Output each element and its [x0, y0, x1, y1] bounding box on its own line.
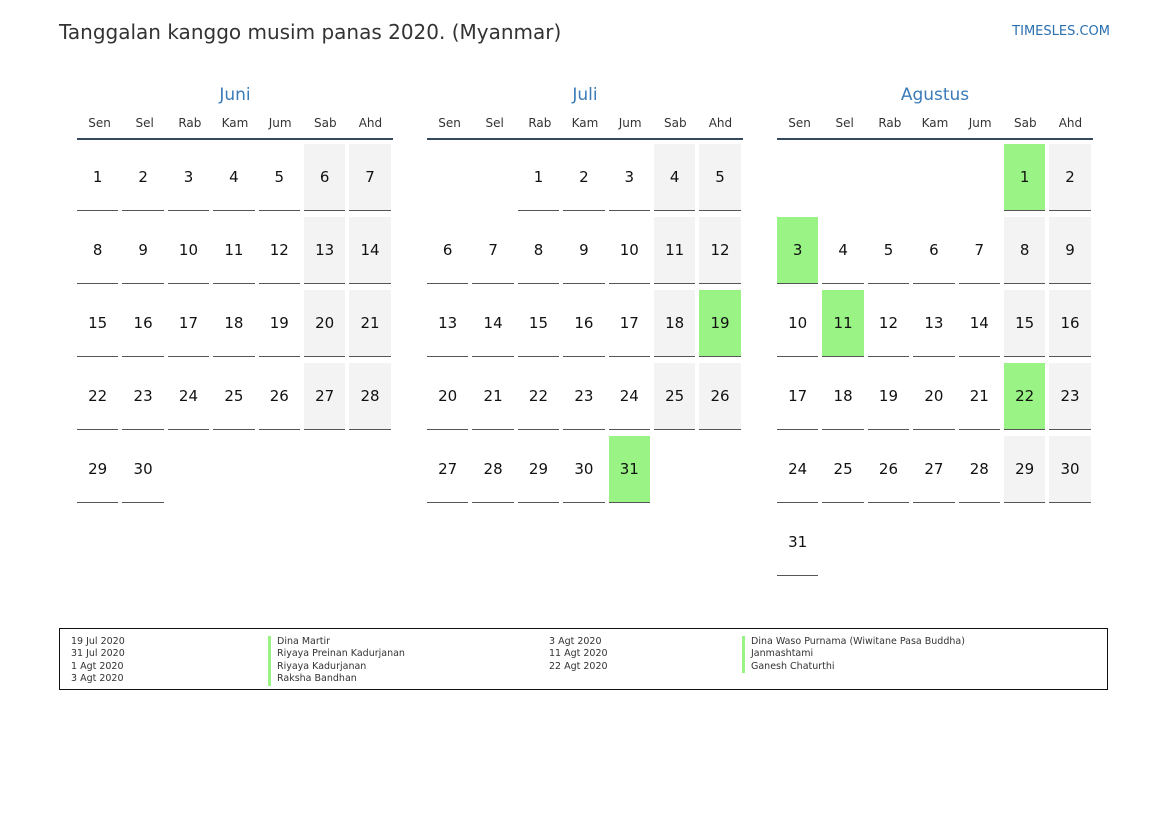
day-cell[interactable]: 31	[777, 509, 818, 576]
day-cell[interactable]: 7	[472, 217, 513, 284]
month-name: Juli	[572, 85, 598, 105]
day-grid	[427, 144, 743, 503]
weekday-label: Sen	[88, 116, 111, 130]
day-cell[interactable]: 23	[1049, 363, 1090, 430]
day-cell[interactable]: 29	[1004, 436, 1045, 503]
day-cell[interactable]: 23	[563, 363, 604, 430]
weekday-label: Sel	[835, 116, 854, 130]
day-cell[interactable]: 25	[654, 363, 695, 430]
day-cell[interactable]: 19	[259, 290, 300, 357]
empty-cell	[777, 144, 818, 211]
day-cell[interactable]: 8	[1004, 217, 1045, 284]
day-cell[interactable]: 6	[913, 217, 954, 284]
day-cell[interactable]: 25	[822, 436, 863, 503]
weekday-label: Kam	[221, 116, 249, 130]
day-cell[interactable]: 4	[654, 144, 695, 211]
day-cell[interactable]: 27	[427, 436, 468, 503]
legend-date: 19 Jul 2020	[71, 636, 125, 647]
empty-cell	[822, 144, 863, 211]
day-cell[interactable]: 2	[563, 144, 604, 211]
day-cell[interactable]: 19	[868, 363, 909, 430]
day-cell[interactable]: 5	[868, 217, 909, 284]
day-cell[interactable]: 10	[609, 217, 650, 284]
day-cell[interactable]: 17	[168, 290, 209, 357]
month-name: Juni	[219, 85, 251, 105]
day-cell[interactable]: 30	[122, 436, 163, 503]
day-cell[interactable]: 16	[1049, 290, 1090, 357]
legend-date: 1 Agt 2020	[71, 660, 124, 672]
legend-left-dates	[71, 636, 125, 686]
day-cell[interactable]: 21	[349, 290, 390, 357]
month-juli	[427, 84, 743, 503]
day-cell[interactable]: 13	[913, 290, 954, 357]
day-cell[interactable]: 21	[472, 363, 513, 430]
day-cell[interactable]: 28	[349, 363, 390, 430]
month-juni	[77, 84, 393, 503]
day-cell[interactable]: 10	[777, 290, 818, 357]
day-cell[interactable]: 1	[77, 144, 118, 211]
day-cell[interactable]: 20	[304, 290, 345, 357]
legend-holiday-name: Riyaya Kadurjanan	[268, 661, 405, 673]
day-cell[interactable]: 12	[259, 217, 300, 284]
weekday-label: Sen	[788, 116, 811, 130]
day-cell[interactable]: 24	[777, 436, 818, 503]
day-cell[interactable]: 9	[563, 217, 604, 284]
day-cell[interactable]: 7	[349, 144, 390, 211]
day-cell[interactable]: 2	[1049, 144, 1090, 211]
day-cell[interactable]: 22	[77, 363, 118, 430]
day-cell[interactable]: 3	[609, 144, 650, 211]
brand-link[interactable]: TIMESLES.COM	[1012, 24, 1110, 39]
day-cell[interactable]: 3	[168, 144, 209, 211]
day-cell[interactable]: 9	[122, 217, 163, 284]
day-cell[interactable]: 14	[959, 290, 1000, 357]
weekday-label: Ahd	[708, 116, 733, 130]
day-cell[interactable]: 14	[349, 217, 390, 284]
day-cell[interactable]: 13	[304, 217, 345, 284]
day-cell[interactable]: 12	[868, 290, 909, 357]
day-cell[interactable]: 24	[609, 363, 650, 430]
weekday-label: Sel	[135, 116, 154, 130]
day-cell[interactable]: 21	[959, 363, 1000, 430]
weekday-label: Sab	[1013, 116, 1037, 130]
month-name: Agustus	[900, 85, 970, 105]
day-cell[interactable]: 4	[213, 144, 254, 211]
weekday-label: Kam	[571, 116, 599, 130]
day-grid	[777, 144, 1093, 576]
weekday-label: Jum	[618, 116, 642, 130]
day-cell[interactable]: 29	[77, 436, 118, 503]
day-cell[interactable]: 17	[609, 290, 650, 357]
legend-right-dates	[549, 636, 608, 673]
day-cell[interactable]: 8	[518, 217, 559, 284]
weekday-label: Sen	[438, 116, 461, 130]
day-cell[interactable]: 28	[472, 436, 513, 503]
empty-cell	[427, 144, 468, 211]
empty-cell	[868, 144, 909, 211]
day-cell[interactable]: 26	[868, 436, 909, 503]
day-cell[interactable]: 18	[822, 363, 863, 430]
legend-left-names	[268, 636, 405, 686]
empty-cell	[913, 144, 954, 211]
holiday-legend	[59, 628, 1108, 690]
legend-date: 3 Agt 2020	[549, 636, 602, 647]
empty-cell	[959, 144, 1000, 211]
day-cell[interactable]: 6	[304, 144, 345, 211]
weekday-label: Sab	[663, 116, 687, 130]
day-cell[interactable]: 27	[913, 436, 954, 503]
day-cell[interactable]: 26	[699, 363, 740, 430]
day-cell[interactable]: 26	[259, 363, 300, 430]
day-cell[interactable]: 11	[213, 217, 254, 284]
holiday-day-cell[interactable]: 22	[1004, 363, 1045, 430]
day-cell[interactable]: 5	[259, 144, 300, 211]
day-cell[interactable]: 25	[213, 363, 254, 430]
day-cell[interactable]: 6	[427, 217, 468, 284]
weekday-header	[427, 116, 743, 140]
day-cell[interactable]: 2	[122, 144, 163, 211]
weekday-label: Ahd	[358, 116, 383, 130]
day-cell[interactable]: 1	[518, 144, 559, 211]
page-title: Tanggalan kanggo musim panas 2020. (Myanmar)	[59, 20, 562, 44]
weekday-label: Ahd	[1058, 116, 1083, 130]
legend-holiday-name: Riyaya Preinan Kadurjanan	[268, 648, 405, 660]
day-cell[interactable]: 15	[518, 290, 559, 357]
day-cell[interactable]: 20	[427, 363, 468, 430]
holiday-day-cell[interactable]: 1	[1004, 144, 1045, 211]
day-cell[interactable]: 30	[563, 436, 604, 503]
weekday-header	[777, 116, 1093, 140]
empty-cell	[472, 144, 513, 211]
day-cell[interactable]: 13	[427, 290, 468, 357]
legend-holiday-name: Janmashtami	[742, 648, 965, 660]
weekday-label: Sel	[485, 116, 504, 130]
day-cell[interactable]: 16	[563, 290, 604, 357]
legend-holiday-name: Raksha Bandhan	[268, 673, 405, 685]
legend-date: 3 Agt 2020	[71, 673, 124, 685]
holiday-day-cell[interactable]: 19	[699, 290, 740, 357]
day-cell[interactable]: 15	[1004, 290, 1045, 357]
weekday-label: Sab	[313, 116, 337, 130]
day-cell[interactable]: 20	[913, 363, 954, 430]
day-cell[interactable]: 12	[699, 217, 740, 284]
holiday-day-cell[interactable]: 31	[609, 436, 650, 503]
day-cell[interactable]: 9	[1049, 217, 1090, 284]
day-cell[interactable]: 5	[699, 144, 740, 211]
day-cell[interactable]: 4	[822, 217, 863, 284]
weekday-label: Jum	[268, 116, 292, 130]
day-cell[interactable]: 14	[472, 290, 513, 357]
legend-holiday-name: Dina Martir	[268, 636, 405, 648]
legend-date: 22 Agt 2020	[549, 660, 608, 672]
day-cell[interactable]: 11	[654, 217, 695, 284]
day-cell[interactable]: 28	[959, 436, 1000, 503]
day-cell[interactable]: 18	[654, 290, 695, 357]
legend-holiday-name: Dina Waso Purnama (Wiwitane Pasa Buddha)	[742, 636, 965, 648]
day-cell[interactable]: 18	[213, 290, 254, 357]
weekday-label: Rab	[528, 116, 552, 130]
legend-holiday-name: Ganesh Chaturthi	[742, 661, 965, 673]
weekday-header	[77, 116, 393, 140]
legend-date: 11 Agt 2020	[549, 648, 608, 660]
day-cell[interactable]: 23	[122, 363, 163, 430]
legend-right-names	[742, 636, 965, 673]
holiday-day-cell[interactable]: 3	[777, 217, 818, 284]
day-cell[interactable]: 7	[959, 217, 1000, 284]
holiday-day-cell[interactable]: 11	[822, 290, 863, 357]
day-cell[interactable]: 17	[777, 363, 818, 430]
day-cell[interactable]: 24	[168, 363, 209, 430]
day-cell[interactable]: 10	[168, 217, 209, 284]
weekday-label: Rab	[178, 116, 202, 130]
day-cell[interactable]: 16	[122, 290, 163, 357]
day-cell[interactable]: 29	[518, 436, 559, 503]
day-cell[interactable]: 30	[1049, 436, 1090, 503]
day-cell[interactable]: 27	[304, 363, 345, 430]
weekday-label: Jum	[968, 116, 992, 130]
month-agustus	[777, 84, 1093, 576]
weekday-label: Rab	[878, 116, 902, 130]
day-cell[interactable]: 22	[518, 363, 559, 430]
day-grid	[77, 144, 393, 503]
weekday-label: Kam	[921, 116, 949, 130]
day-cell[interactable]: 15	[77, 290, 118, 357]
day-cell[interactable]: 8	[77, 217, 118, 284]
legend-date: 31 Jul 2020	[71, 648, 125, 660]
